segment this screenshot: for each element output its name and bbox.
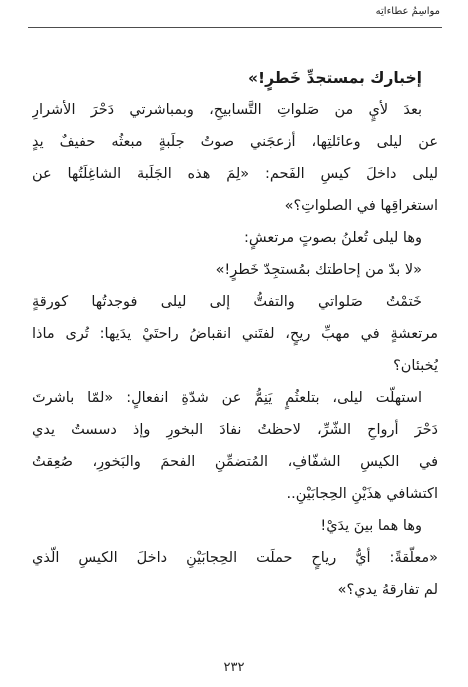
- text-line: دَحْرَ أرواحِ الشّرِّ، لاحظتُ نفادَ البخورِ وإذ دسستُ يدي: [32, 422, 438, 438]
- text-line: ليلى داخلَ كيسِ الفَحم: «لِمَ هذه الجَلَبة الشاغِلَتُها عن: [32, 166, 438, 182]
- header-rule: [28, 27, 442, 28]
- text-line: مرتعشةٍ في مهبِّ ريحٍ، لفتَني انقباضُ راحتَيْ يدَيها: تُرى ماذا: [32, 326, 438, 342]
- text-line: «لا بدّ من إحاطتك بمُستجِدّ خَطرٍ!»: [215, 262, 422, 278]
- page-number: ٢٣٢: [223, 660, 245, 675]
- text-line: اكتشافي هذَيْنِ الحِجابَيْنِ..: [286, 486, 438, 502]
- section-title: إخبارك بمستجدِّ خَطرٍ!»: [248, 69, 422, 87]
- text-line: خَتمْتُ صَلواتي والتفتُّ إلى ليلى فوجدتُها كورقةٍ: [32, 294, 422, 310]
- text-line: وها هما بينَ يدَيْ!: [320, 518, 422, 534]
- text-line: عن ليلى وعائلتِها، أزعجَني صوتُ جلَبةٍ مبعثُه حفيفٌ يدٍ: [32, 134, 438, 150]
- text-line: استهلّت ليلى، بتلعثُمٍ يَنِمُّ عن شدّةِ انفعالٍ: «لمّا باشرتَ: [32, 390, 422, 406]
- text-line: بعدَ لأيٍ من صَلواتِ التَّسابيحِ، وبمباشرتي دَحْرَ الأشرارِ: [32, 102, 422, 118]
- text-line: في الكيسِ الشفّافِ، المُتضمِّنِ الفحمَ والبَخورِ، صُعِقتُ: [32, 454, 438, 470]
- running-header: مواسِمُ عطاءاتِه: [375, 6, 440, 17]
- page-body: [32, 62, 438, 606]
- text-line: يُخبئان؟: [393, 358, 438, 374]
- text-line: وها ليلى تُعلنُ بصوتٍ مرتعشٍ:: [244, 230, 422, 246]
- text-line: «معلّقةً: أيُّ رياحٍ حملَت الحِجابَيْنِ داخلَ الكيسِ الّذي: [32, 550, 438, 566]
- text-line: لم تفارقهُ يدي؟»: [337, 582, 438, 598]
- text-line: استغراقِها في الصلواتِ؟»: [284, 198, 438, 214]
